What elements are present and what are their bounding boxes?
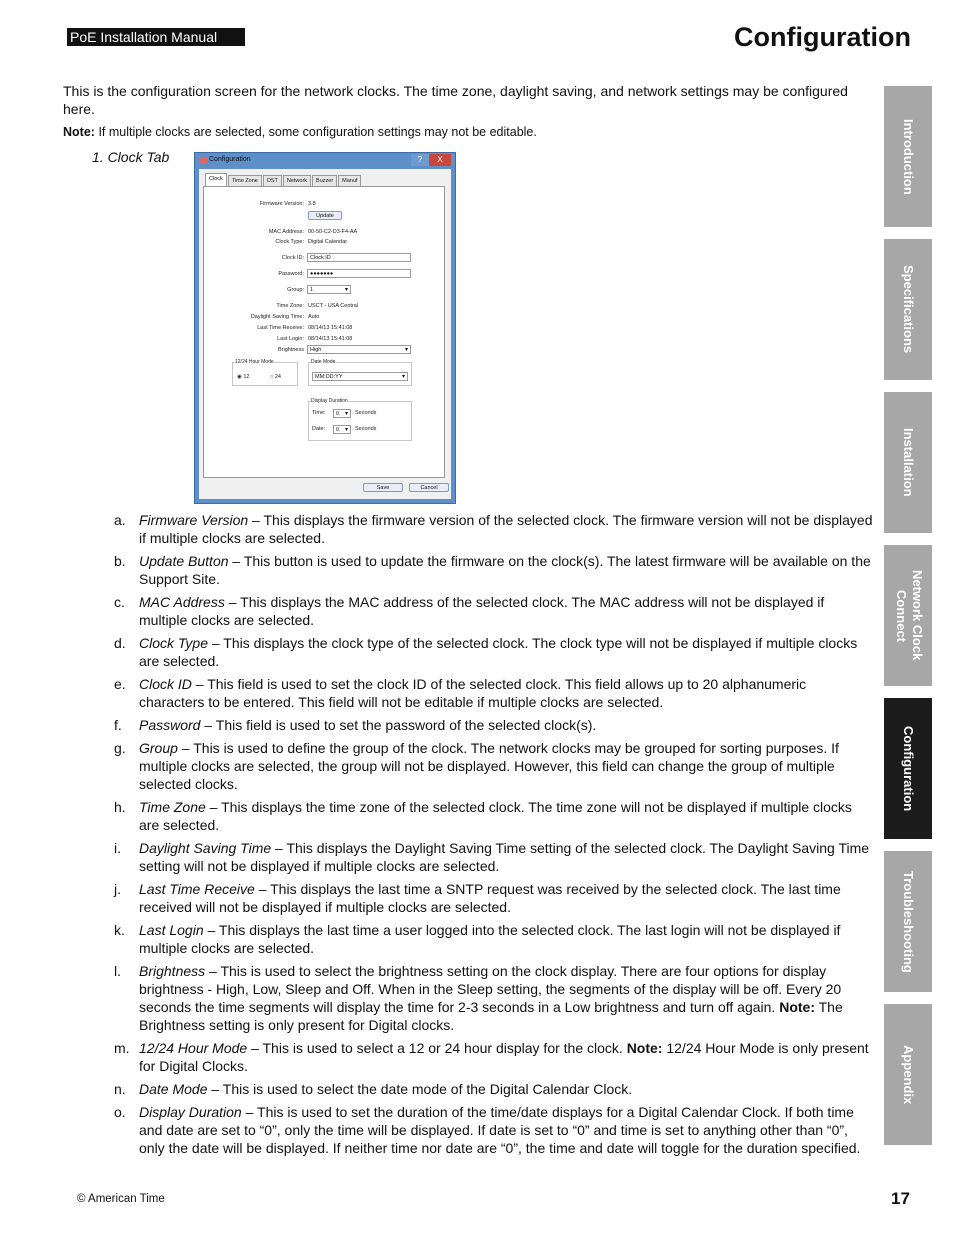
list-item: o. Display Duration – This is used to set the duration of the time/date displays for a Digital Calendar Clock. If both time and date are set to “0”, only the time will be displayed. If date is set to “0” and time is set to anything other than “0”, only the date will be displayed. If neither time nor date are “0”, the time and date will toggle for the duration specified. [114, 1104, 861, 1156]
firmware-value: 3.8 [308, 201, 316, 207]
clock-id-field[interactable]: Clock ID [307, 253, 411, 262]
manual-name-box: PoE Installation Manual [67, 28, 245, 46]
tab-clock[interactable]: Clock [205, 173, 227, 187]
tab-time-zone[interactable]: Time Zone [228, 175, 262, 187]
list-item: k. Last Login – This displays the last time a user logged into the selected clock. The last login will not be displayed if multiple clocks are selected. [114, 922, 841, 956]
save-button[interactable]: Save [363, 483, 403, 492]
list-item: i. Daylight Saving Time – This displays the Daylight Saving Time setting of the selected clock. The Daylight Saving Time setting will not be displayed if multiple clocks are selected. [114, 840, 870, 874]
clock-type-label: Clock Type: [275, 239, 304, 245]
clock-tab-panel [203, 186, 445, 478]
group-select[interactable]: 1 ▾ [307, 285, 351, 294]
dst-value: Auto [308, 314, 320, 320]
list-item: n. Date Mode – This is used to select the date mode of the Digital Calendar Clock. [114, 1081, 633, 1097]
list-item: b. Update Button – This button is used to update the firmware on the clock(s). The latest firmware will be available on the Support Site. [114, 553, 871, 587]
time-duration-label: Time: [312, 410, 326, 416]
date-duration-label: Date: [312, 426, 326, 432]
brightness-select[interactable]: High ▾ [307, 345, 411, 354]
date-duration-select[interactable]: 0 ▾ [333, 425, 351, 434]
side-tab-network-clock-connect[interactable]: Network Clock Connect [884, 545, 932, 686]
intro-note [63, 124, 875, 140]
time-zone-label: Time Zone: [276, 303, 304, 309]
copyright: © American Time [77, 1193, 165, 1205]
window-title: Configuration [209, 156, 251, 163]
update-button[interactable]: Update [308, 211, 342, 220]
last-login-value: 08/14/13 15:41:08 [308, 336, 353, 342]
side-tab-installation[interactable]: Installation [884, 392, 932, 533]
close-button[interactable]: X [429, 154, 451, 166]
tab-network[interactable]: Network [283, 175, 311, 187]
app-icon [199, 157, 207, 164]
password-label: Password: [278, 271, 304, 277]
mac-value: 00-50-C2-D3-F4-AA [308, 229, 358, 235]
display-duration-label: Display Duration [311, 398, 348, 404]
hour-mode-label: 12/24 Hour Mode [235, 359, 274, 365]
date-duration-unit: Seconds [355, 426, 377, 432]
side-tab-specifications[interactable]: Specifications [884, 239, 932, 380]
date-mode-select[interactable]: MM:DD:YY ▾ [312, 372, 408, 381]
list-item: f. Password – This field is used to set the password of the selected clock(s). [114, 717, 597, 733]
firmware-label: Firmware Version: [259, 201, 304, 207]
tab-manuf[interactable]: Manuf [338, 175, 361, 187]
page-title: Configuration [734, 22, 911, 52]
side-tab-configuration[interactable]: Configuration [884, 698, 932, 839]
side-tab-troubleshooting[interactable]: Troubleshooting [884, 851, 932, 992]
date-mode-label: Date Mode [311, 359, 336, 365]
radio-24[interactable]: ○ 24 [270, 374, 281, 380]
configuration-window [194, 152, 456, 504]
window-body [199, 169, 451, 499]
time-duration-unit: Seconds [355, 410, 377, 416]
side-tab-appendix[interactable]: Appendix [884, 1004, 932, 1145]
list-item: j. Last Time Receive – This displays the last time a SNTP request was received by the selected clock. The last time received will not be displayed if multiple clocks are selected. [114, 881, 841, 915]
help-button[interactable]: ? [411, 154, 429, 166]
list-item: l. Brightness – This is used to select the brightness setting on the clock display. There are four options for display brightness - High, Low, Sleep and Off. When in the Sleep setting, the segments of the display will be off. Every 20 seconds the time segments will display the time for 2-3 seconds in a Low brightness and turn off again. Note: The Brightness setting is only present for Digital clocks. [114, 963, 843, 1033]
clock-type-value: Digital Calendar [308, 239, 348, 245]
field-descriptions-list [114, 511, 874, 1162]
intro-paragraph: This is the configuration screen for the network clocks. The time zone, daylight saving, and network settings may be configured here. [63, 83, 848, 117]
side-tab-introduction[interactable]: Introduction [884, 86, 932, 227]
brightness-label: Brightness [278, 347, 304, 353]
cancel-button[interactable]: Cancel [409, 483, 449, 492]
page-number: 17 [891, 1189, 910, 1208]
list-item: a. Firmware Version – This displays the firmware version of the selected clock. The firmware version will not be displayed if multiple clocks are selected. [114, 512, 873, 546]
last-login-label: Last Login: [277, 336, 304, 342]
password-field[interactable]: ●●●●●●● [307, 269, 411, 278]
last-time-receive-value: 08/14/13 15:41:08 [308, 325, 353, 331]
note-text: If multiple clocks are selected, some configuration settings may not be editable. [98, 125, 537, 139]
list-item: e. Clock ID – This field is used to set the clock ID of the selected clock. This field allows up to 20 alphanumeric characters to be entered. This field will not be editable if multiple clocks are selected. [114, 676, 807, 710]
radio-12[interactable]: ◉ 12 [237, 374, 250, 380]
time-zone-value: USCT - USA Central [308, 303, 359, 309]
display-duration-group [308, 401, 412, 441]
last-time-receive-label: Last Time Receive: [257, 325, 304, 331]
list-item: d. Clock Type – This displays the clock type of the selected clock. The clock type will not be displayed if multiple clocks are selected. [114, 635, 858, 669]
list-item: m. 12/24 Hour Mode – This is used to select a 12 or 24 hour display for the clock. Note: 12/24 Hour Mode is only present for Digital Clocks. [114, 1040, 869, 1074]
time-duration-select[interactable]: 0 ▾ [333, 409, 351, 418]
tab-dst[interactable]: DST [263, 175, 282, 187]
list-item: c. MAC Address – This displays the MAC address of the selected clock. The MAC address will not be displayed if multiple clocks are selected. [114, 594, 825, 628]
step-heading: 1. Clock Tab [92, 149, 170, 165]
group-label: Group: [287, 287, 304, 293]
dst-label: Daylight Saving Time: [250, 314, 304, 320]
tab-buzzer[interactable]: Buzzer [312, 175, 337, 187]
note-label: Note: [63, 125, 95, 139]
clock-id-label: Clock ID: [281, 255, 304, 261]
mac-label: MAC Address: [268, 229, 304, 235]
list-item: g. Group – This is used to define the group of the clock. The network clocks may be grouped for sorting purposes. If multiple clocks are selected, the group will not be displayed. However, this field can change the group of multiple selected clocks. [114, 740, 839, 792]
list-item: h. Time Zone – This displays the time zone of the selected clock. The time zone will not be displayed if multiple clocks are selected. [114, 799, 852, 833]
